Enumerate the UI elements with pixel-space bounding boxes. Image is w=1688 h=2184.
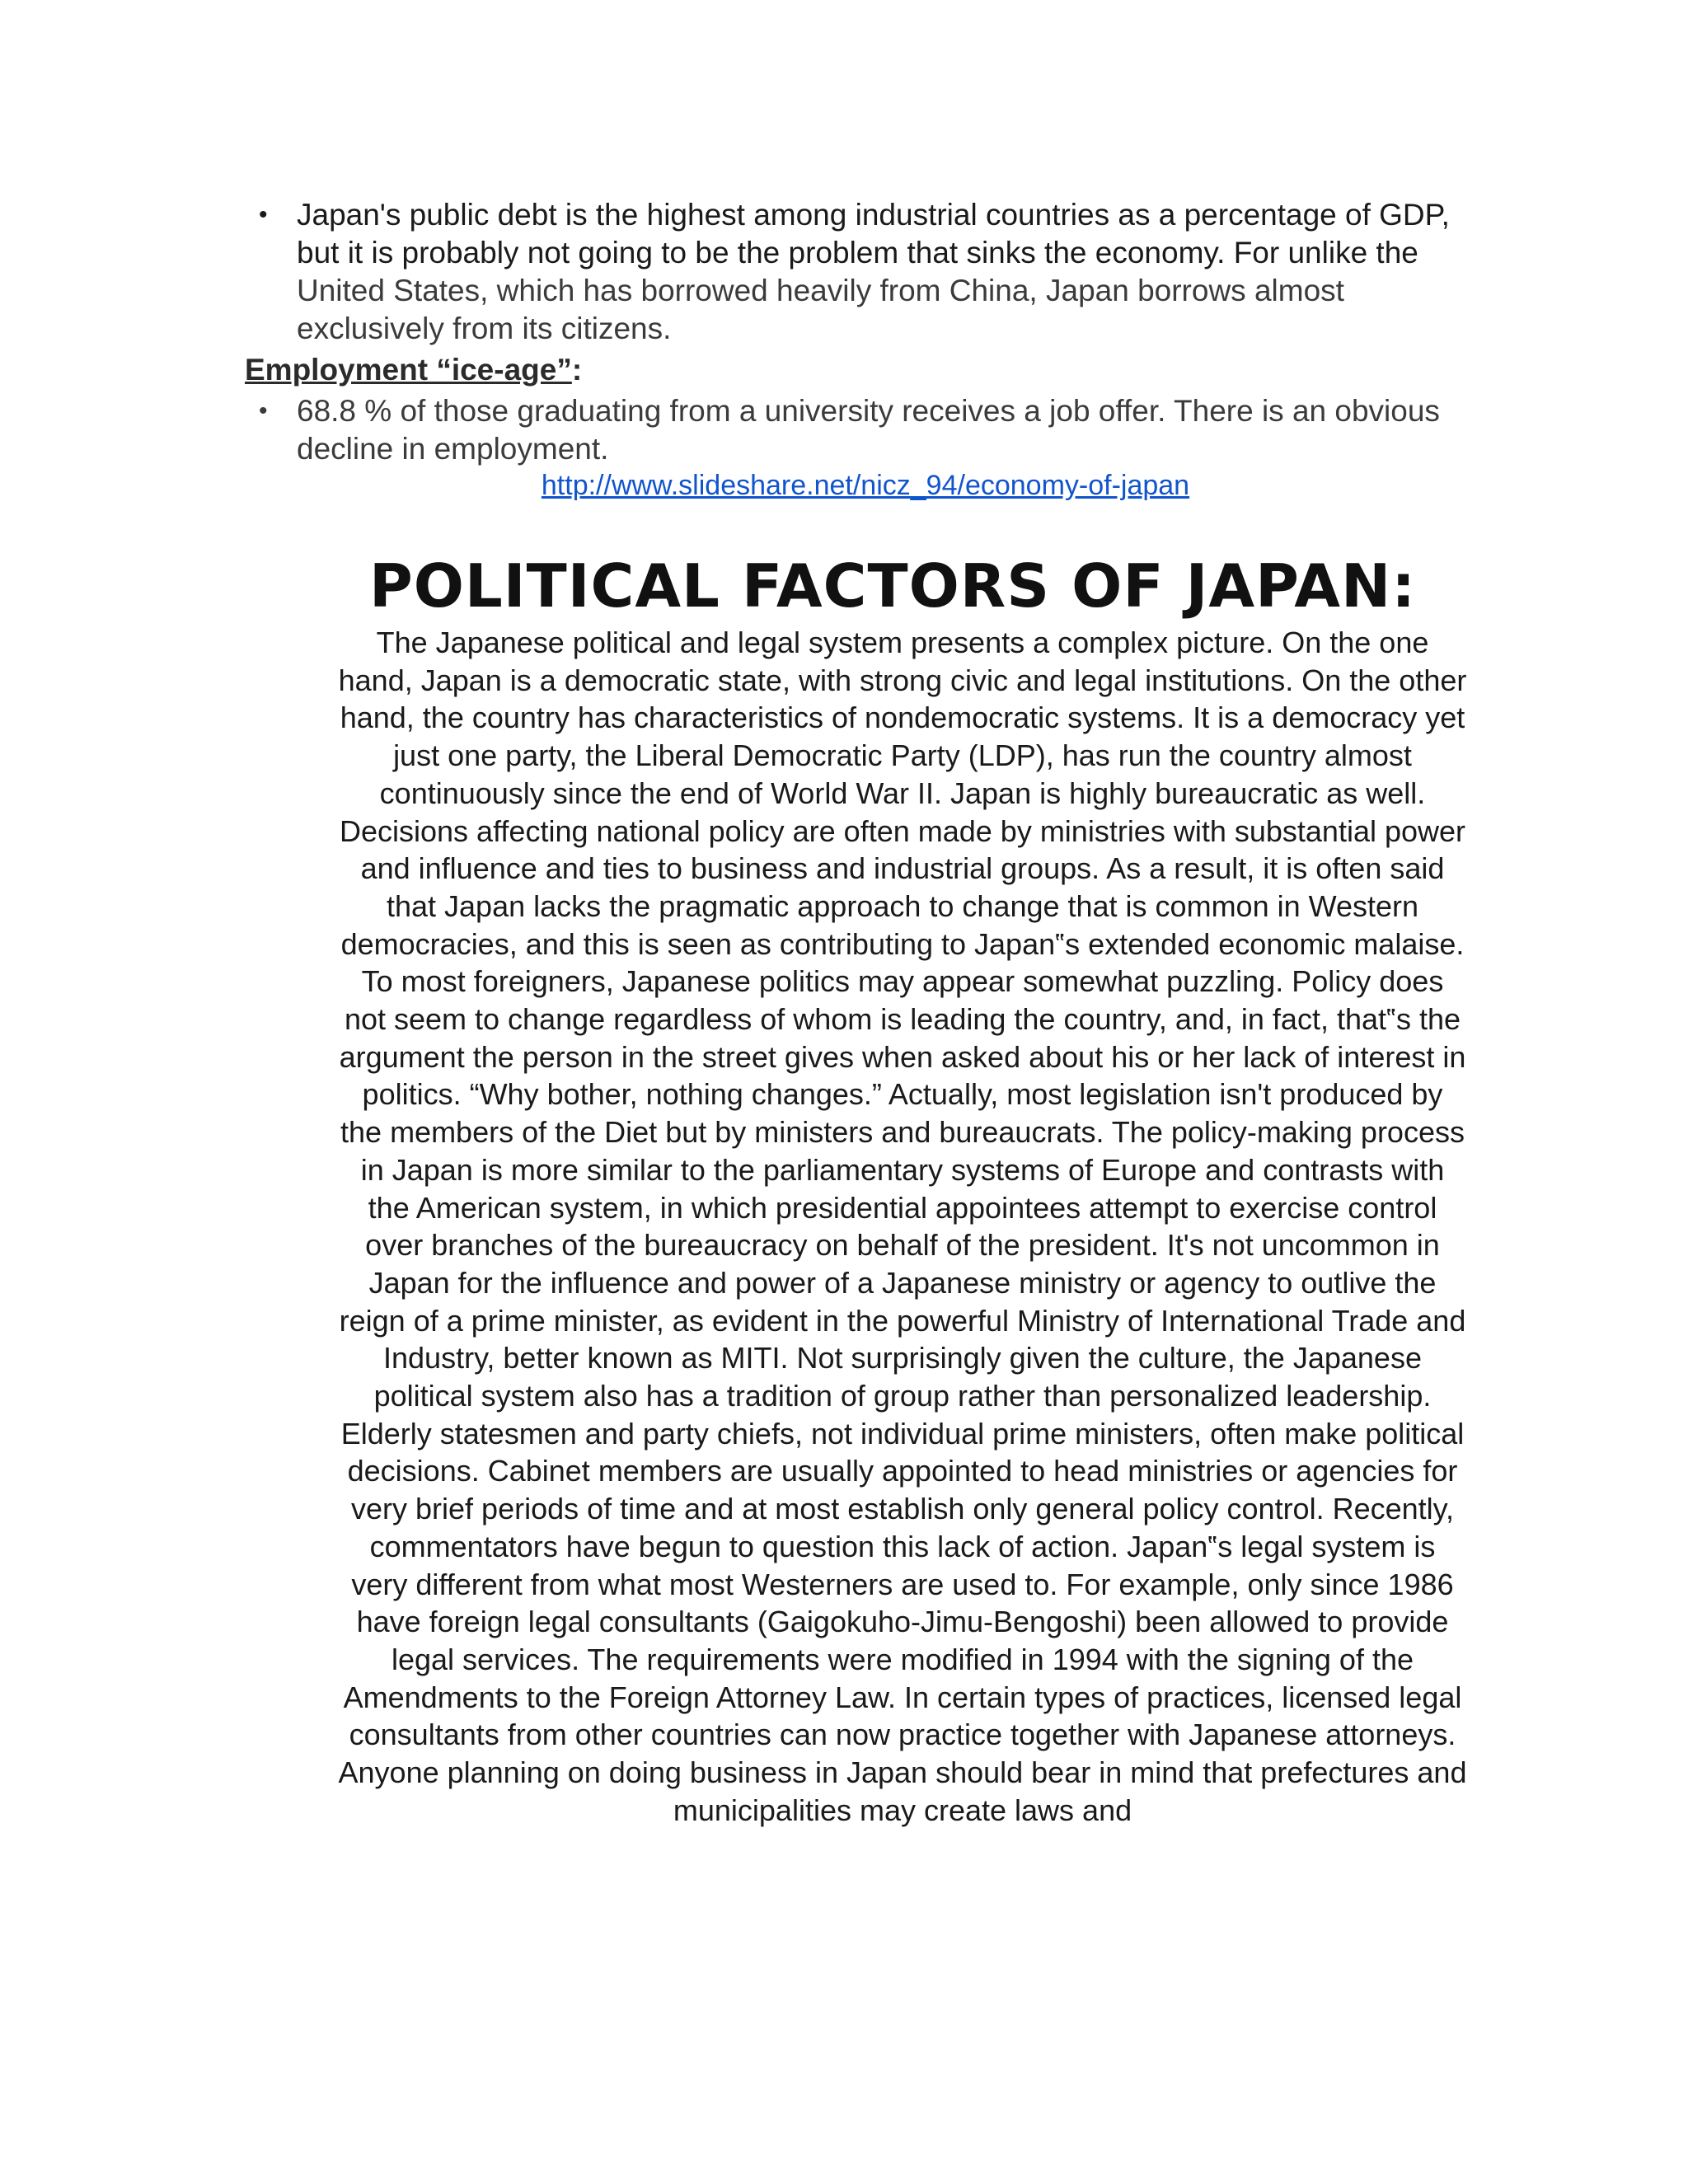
public-debt-bullet-list [259,196,1467,348]
employment-bullet-list [259,392,1467,468]
bullet-icon: • [259,201,268,228]
bullet-icon: • [259,397,268,424]
page-title: POLITICAL FACTORS OF JAPAN: [368,551,1417,621]
bullet-text: 68.8 % of those graduating from a university receives a job offer. There is an obvious decline in employment. [297,394,1440,466]
employment-heading-label: Employment “ice-age” [245,353,572,387]
list-item [259,392,1467,468]
employment-heading-colon: : [571,353,583,387]
employment-heading [245,351,582,389]
list-item [259,196,1467,348]
political-factors-paragraph: The Japanese political and legal system presents a complex picture. On the one hand, Japan is a democratic state, with strong civic and legal institutions. On the other hand, the country has characteristics of nondemocratic systems. It is a democracy yet just one party, the Liberal Democratic Party (LDP), has run the country almost continuously since the end of World War II. Japan is highly bureaucratic as well. Decisions affecting national policy are often made by ministries with substantial power and influence and ties to business and industrial groups. As a result, it is often said that Japan lacks the pragmatic approach to change that is common in Western democracies, and this is seen as contributing to Japan‟s extended economic malaise. To most foreigners, Japanese politics may appear somewhat puzzling. Policy does not seem to change regardless of whom is leading the country, and, in fact, that‟s the argument the person in the street gives when asked about his or her lack of interest in politics. “Why bother, nothing changes.” Actually, most legislation isn't produced by the members of the Diet but by ministers and bureaucrats. The policy-making process in Japan is more similar to the parliamentary systems of Europe and contrasts with the American system, in which presidential appointees attempt to exercise control over branches of the bureaucracy on behalf of the president. It's not uncommon in Japan for the influence and power of a Japanese ministry or agency to outlive the reign of a prime minister, as evident in the powerful Ministry of International Trade and Industry, better known as MITI. Not surprisingly given the culture, the Japanese political system also has a tradition of group rather than personalized leadership. Elderly statesmen and party chiefs, not individual prime ministers, often make political decisions. Cabinet members are usually appointed to head ministries or agencies for very brief periods of time and at most establish only general policy control. Recently, commentators have begun to question this lack of action. Japan‟s legal system is very different from what most Westerners are used to. For example, only since 1986 have foreign legal consultants (Gaigokuho-Jimu-Bengoshi) been allowed to provide legal services. The requirements were modified in 1994 with the signing of the Amendments to the Foreign Attorney Law. In certain types of practices, licensed legal consultants from other countries can now practice together with Japanese attorneys. Anyone planning on doing business in Japan should bear in mind that prefectures and municipalities may create laws and [338,626,1467,1827]
bullet-text-continued: United States, which has borrowed heavily from China, Japan borrows almost exclusively from its citizens. [297,274,1344,345]
bullet-text: Japan's public debt is the highest among industrial countries as a percentage of GDP, but it is probably not going to be the problem that sinks the economy. For unlike the [297,198,1450,269]
source-link[interactable]: http://www.slideshare.net/nicz_94/economy-of-japan [541,470,1190,501]
